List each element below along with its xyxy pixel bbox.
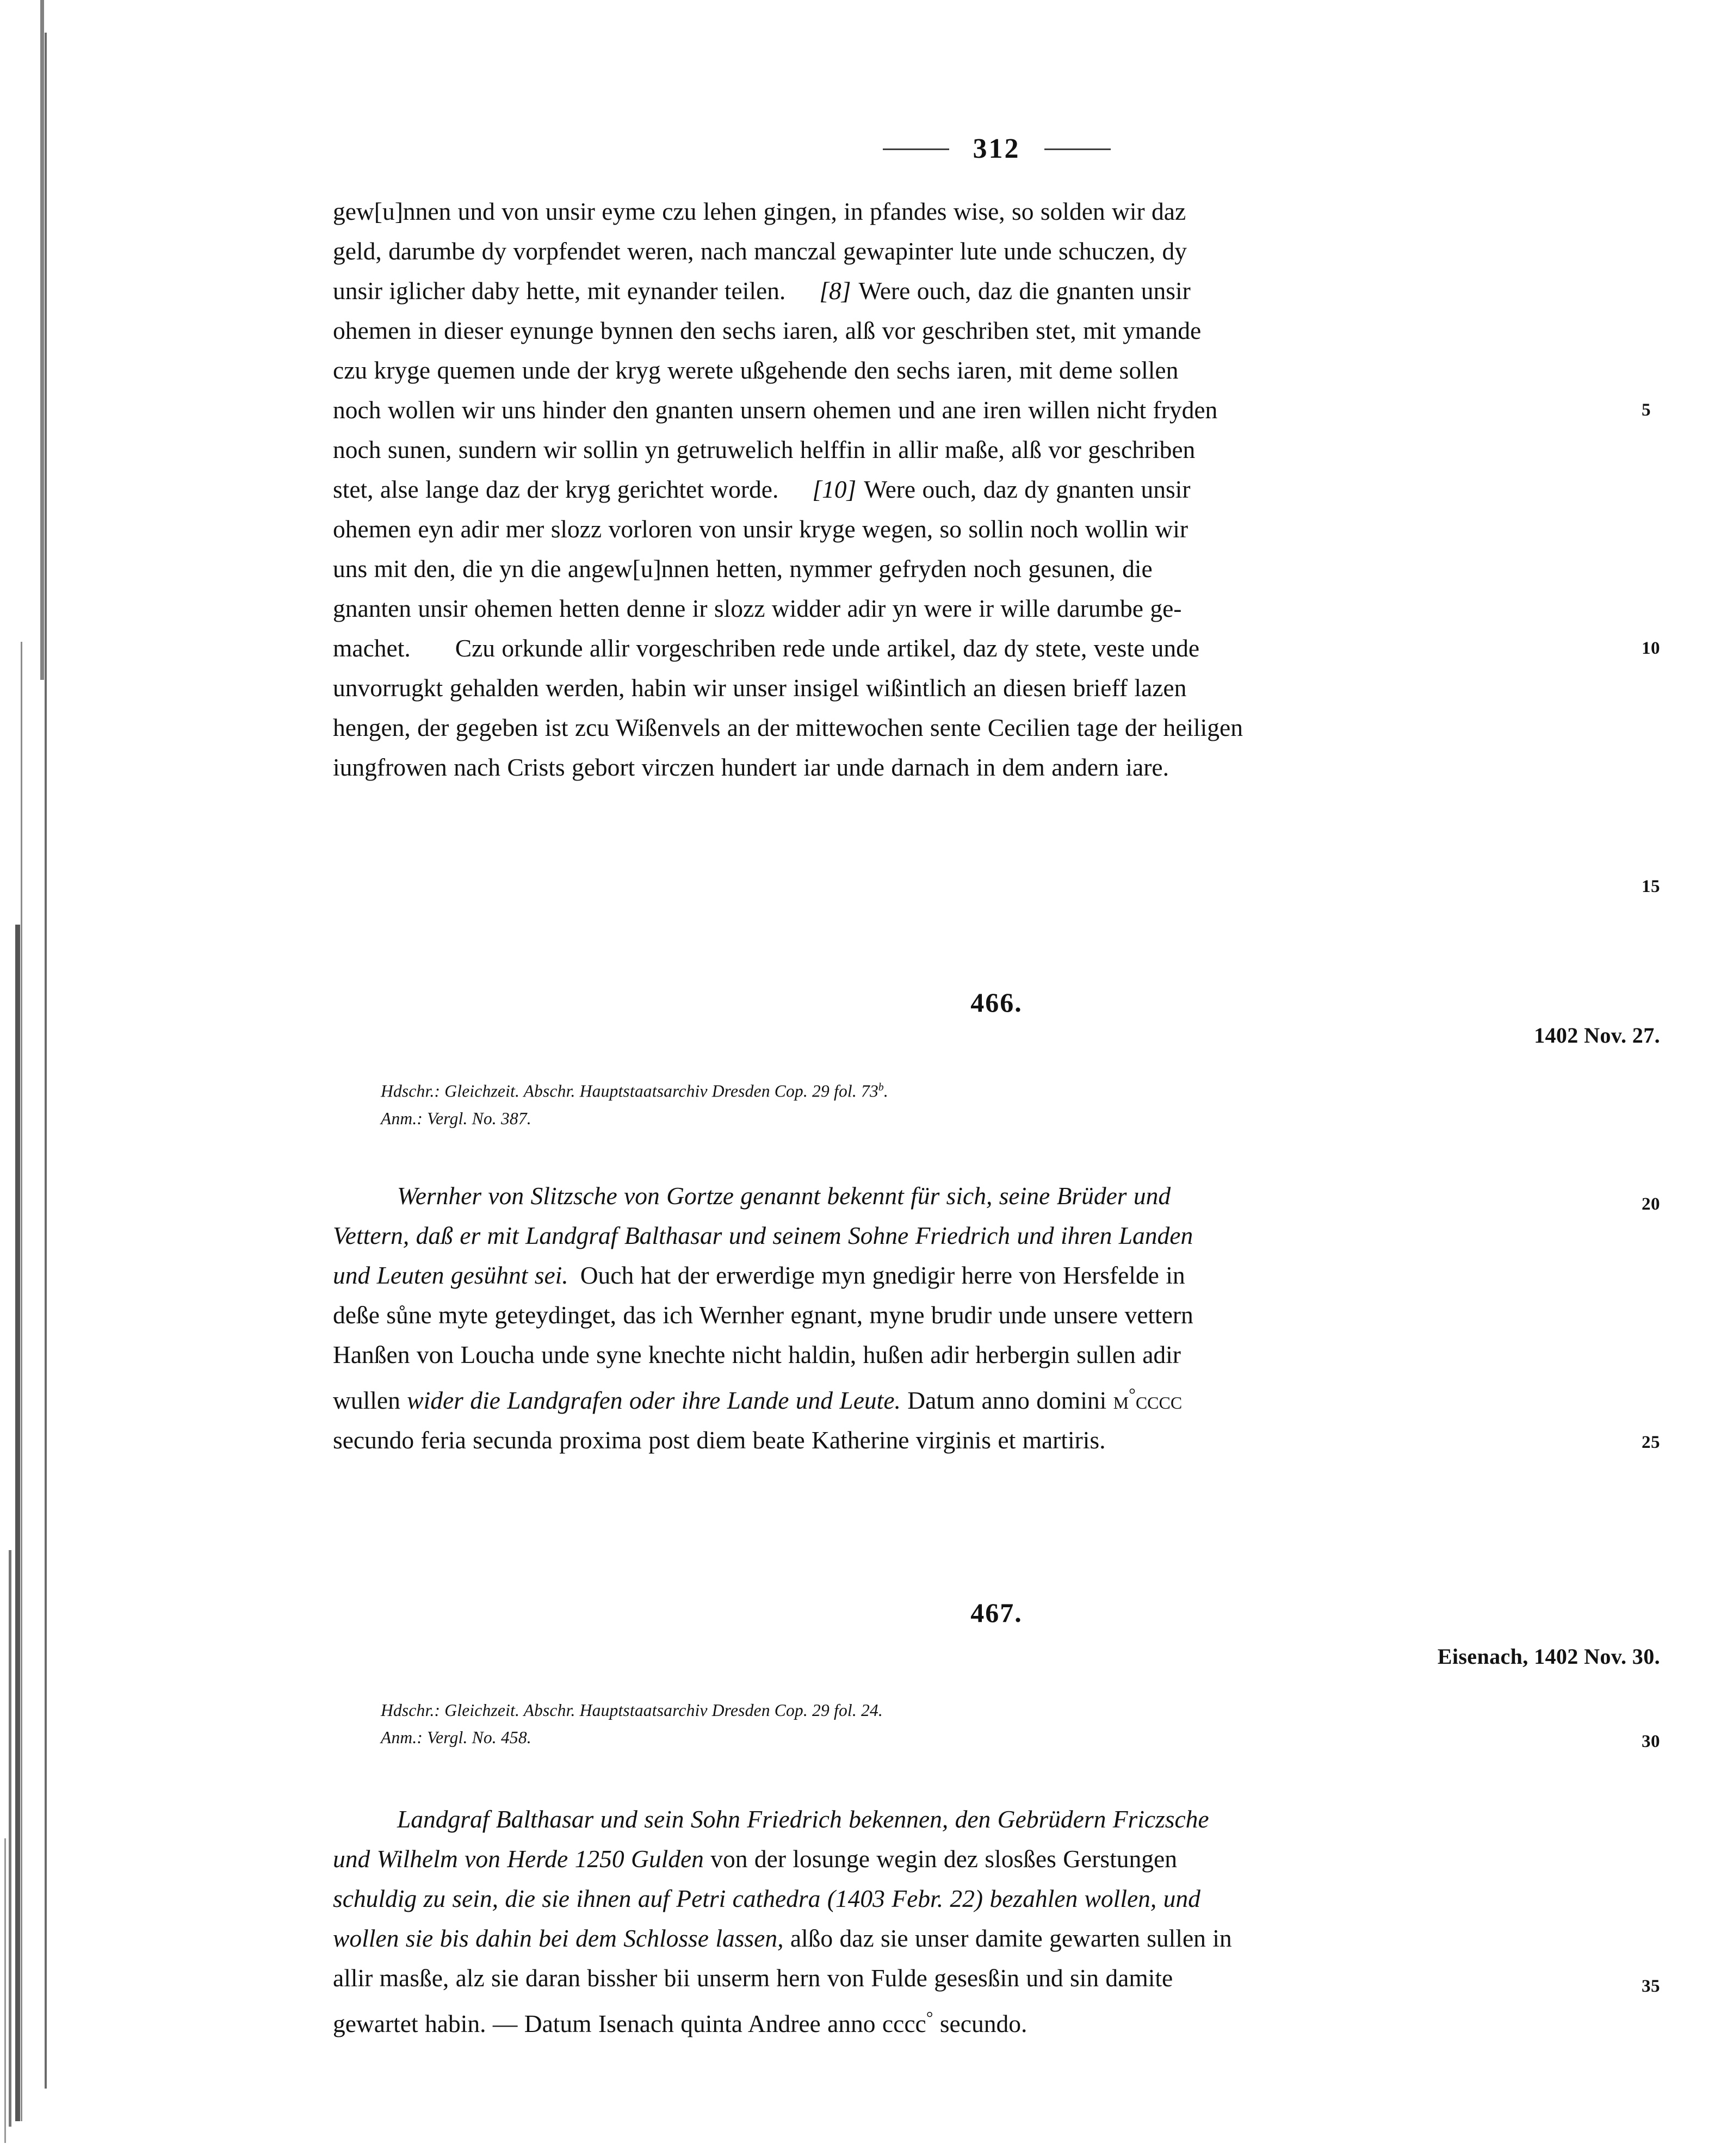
- running-head: [333, 135, 1660, 163]
- source-notes-467: [381, 1697, 1577, 1751]
- folio-number: 312: [973, 133, 1020, 164]
- text-line: deße sůne myte geteydinget, das ich Wernher egnant, myne brudir unde unsere vettern: [333, 1301, 1193, 1329]
- text-segment: machet.: [333, 634, 411, 662]
- roman-numeral-cccc: cccc: [1135, 1386, 1183, 1415]
- doc-date-466: 1402 Nov. 27.: [1534, 1023, 1660, 1048]
- quoted-regest-segment: wider die Landgrafen oder ihre Lande und Leute.: [407, 1386, 901, 1415]
- text-line: geld, darumbe dy vorpfendet weren, nach manczal gewapinter lute unde schuczen, dy: [333, 237, 1187, 265]
- roman-numeral-m: m: [1113, 1386, 1129, 1415]
- doc-date-467: Eisenach, 1402 Nov. 30.: [1437, 1644, 1660, 1669]
- text-segment: Were ouch, daz die gnanten unsir: [858, 277, 1191, 305]
- text-line: [333, 1839, 1659, 1879]
- text-line: ohemen in dieser eynunge bynnen den sechs iaren, alß vor geschriben stet, mit ymande: [333, 317, 1202, 344]
- degree-abbrev-icon: °: [1129, 1385, 1136, 1404]
- text-line: Hanßen von Loucha unde syne knechte nicht haldin, hußen adir herbergin sullen adir: [333, 1341, 1181, 1368]
- text-segment: von der losunge wegin dez slosßes Gerstungen: [703, 1845, 1177, 1873]
- regest-segment: Vettern, daß er mit Landgraf Balthasar und seinem Sohne Friedrich und ihren Landen: [333, 1222, 1193, 1249]
- line-number-20: 20: [1642, 1194, 1660, 1214]
- text-segment: Ouch hat der erwerdige myn gnedigir herre von Hersfelde in: [580, 1261, 1185, 1289]
- regest-segment: schuldig zu sein, die sie ihnen auf Petri cathedra (1403 Febr. 22) bezahlen wollen, und: [333, 1885, 1200, 1912]
- text-line: gew[u]nnen und von unsir eyme czu lehen gingen, in pfandes wise, so solden wir daz: [333, 197, 1186, 225]
- note-anm: Anm.: Vergl. No. 458.: [381, 1728, 531, 1747]
- rule-right-icon: [1044, 148, 1111, 150]
- note-anm: Anm.: Vergl. No. 387.: [381, 1108, 531, 1128]
- scan-gutter-artifacts: [0, 0, 125, 2156]
- text-line: [333, 271, 1659, 311]
- text-line: [333, 1918, 1659, 1958]
- regest-segment: und Wilhelm von Herde 1250 Gulden: [333, 1845, 704, 1873]
- text-line: czu kryge quemen unde der kryg werete ußgehende den sechs iaren, mit deme sollen: [333, 356, 1179, 384]
- regest-segment: Wernher von Slitzsche von Gortze genannt bekennt für sich, seine Brüder und: [397, 1182, 1171, 1210]
- line-number-5: 5: [1642, 400, 1651, 420]
- regest-line: [333, 1799, 1659, 1839]
- degree-abbrev-icon: °: [926, 2008, 933, 2027]
- text-segment: Datum anno domini: [900, 1386, 1113, 1415]
- charter-text-continued: [333, 191, 1659, 787]
- gutter-streak: [15, 925, 20, 2121]
- text-segment: Czu orkunde allir vorgeschriben rede unde artikel, daz dy stete, veste unde: [455, 634, 1200, 662]
- note-hdschr: Hdschr.: Gleichzeit. Abschr. Hauptstaatsarchiv Dresden Cop. 29 fol. 24.: [381, 1701, 883, 1720]
- text-line: [333, 469, 1659, 509]
- section-marker-10: [10]: [812, 475, 857, 503]
- regest-line: [333, 1879, 1659, 1918]
- text-line: hengen, der gegeben ist zcu Wißenvels an der mittewochen sente Cecilien tage der heiligen: [333, 714, 1243, 741]
- text-line: unvorrugkt gehalden werden, habin wir unser insigel wißintlich an diesen brieff lazen: [333, 674, 1187, 702]
- line-number-15: 15: [1642, 877, 1660, 896]
- regest-segment: wollen sie bis dahin bei dem Schlosse lassen,: [333, 1924, 784, 1952]
- folio-superscript: b: [878, 1082, 884, 1093]
- line-number-30: 30: [1642, 1732, 1660, 1751]
- text-line: [333, 1998, 1659, 2043]
- text-line: secundo feria secunda proxima post diem beate Katherine virginis et martiris.: [333, 1426, 1106, 1454]
- text-line: gnanten unsir ohemen hetten denne ir slozz widder adir yn were ir wille darumbe ge-: [333, 594, 1182, 622]
- text-line: allir masße, alz sie daran bissher bii unserm hern von Fulde gesesßin und sin damite: [333, 1964, 1173, 1992]
- doc-467-text: [333, 1799, 1659, 2043]
- doc-466-text: [333, 1176, 1659, 1460]
- text-segment: secundo.: [939, 2010, 1028, 2038]
- line-number-25: 25: [1642, 1433, 1660, 1452]
- text-line: iungfrowen nach Crists gebort virczen hundert iar unde darnach in dem andern iare.: [333, 753, 1169, 781]
- text-segment: Were ouch, daz dy gnanten unsir: [864, 475, 1191, 503]
- section-marker-8: [8]: [819, 277, 851, 305]
- gutter-streak: [40, 0, 44, 680]
- line-number-35: 35: [1642, 1977, 1660, 1996]
- text-line: ohemen eyn adir mer slozz vorloren von unsir kryge wegen, so sollin noch wollin wir: [333, 515, 1189, 543]
- gutter-streak: [4, 1838, 6, 2143]
- text-segment: gewartet habin. — Datum Isenach quinta Andree anno cccc: [333, 2010, 926, 2038]
- source-notes-466: [381, 1074, 1577, 1132]
- regest-segment: und Leuten gesühnt sei.: [333, 1261, 568, 1289]
- line-number-10: 10: [1642, 639, 1660, 658]
- regest-line: [333, 1216, 1659, 1255]
- text-segment: stet, alse lange daz der kryg gerichtet worde.: [333, 475, 779, 503]
- regest-line: [333, 1176, 1659, 1216]
- note-hdschr: Hdschr.: Gleichzeit. Abschr. Hauptstaatsarchiv Dresden Cop. 29 fol. 73$^b$.: [381, 1081, 888, 1101]
- regest-segment: Landgraf Balthasar und sein Sohn Friedrich bekennen, den Gebrüdern Friczsche: [397, 1805, 1209, 1833]
- doc-number-467: 467.: [970, 1597, 1023, 1628]
- text-line: noch wollen wir uns hinder den gnanten unsern ohemen und ane iren willen nicht fryden: [333, 396, 1218, 424]
- text-segment: [933, 2010, 939, 2037]
- text-line: [333, 1255, 1659, 1295]
- text-line: uns mit den, die yn die angew[u]nnen hetten, nymmer gefryden noch gesunen, die: [333, 555, 1153, 583]
- gutter-streak: [45, 33, 47, 2089]
- text-line: [333, 1374, 1659, 1420]
- text-segment: alßo daz sie unser damite gewarten sullen in: [783, 1924, 1232, 1952]
- gutter-streak: [21, 642, 22, 2121]
- doc-number-466: 466.: [970, 987, 1023, 1018]
- rule-left-icon: [883, 148, 949, 150]
- text-segment: wullen: [333, 1386, 407, 1415]
- text-line: [333, 628, 1659, 668]
- gutter-streak: [9, 1550, 11, 2127]
- text-line: noch sunen, sundern wir sollin yn getruwelich helffin in allir maße, alß vor geschriben: [333, 436, 1196, 463]
- text-segment: unsir iglicher daby hette, mit eynander teilen.: [333, 277, 786, 305]
